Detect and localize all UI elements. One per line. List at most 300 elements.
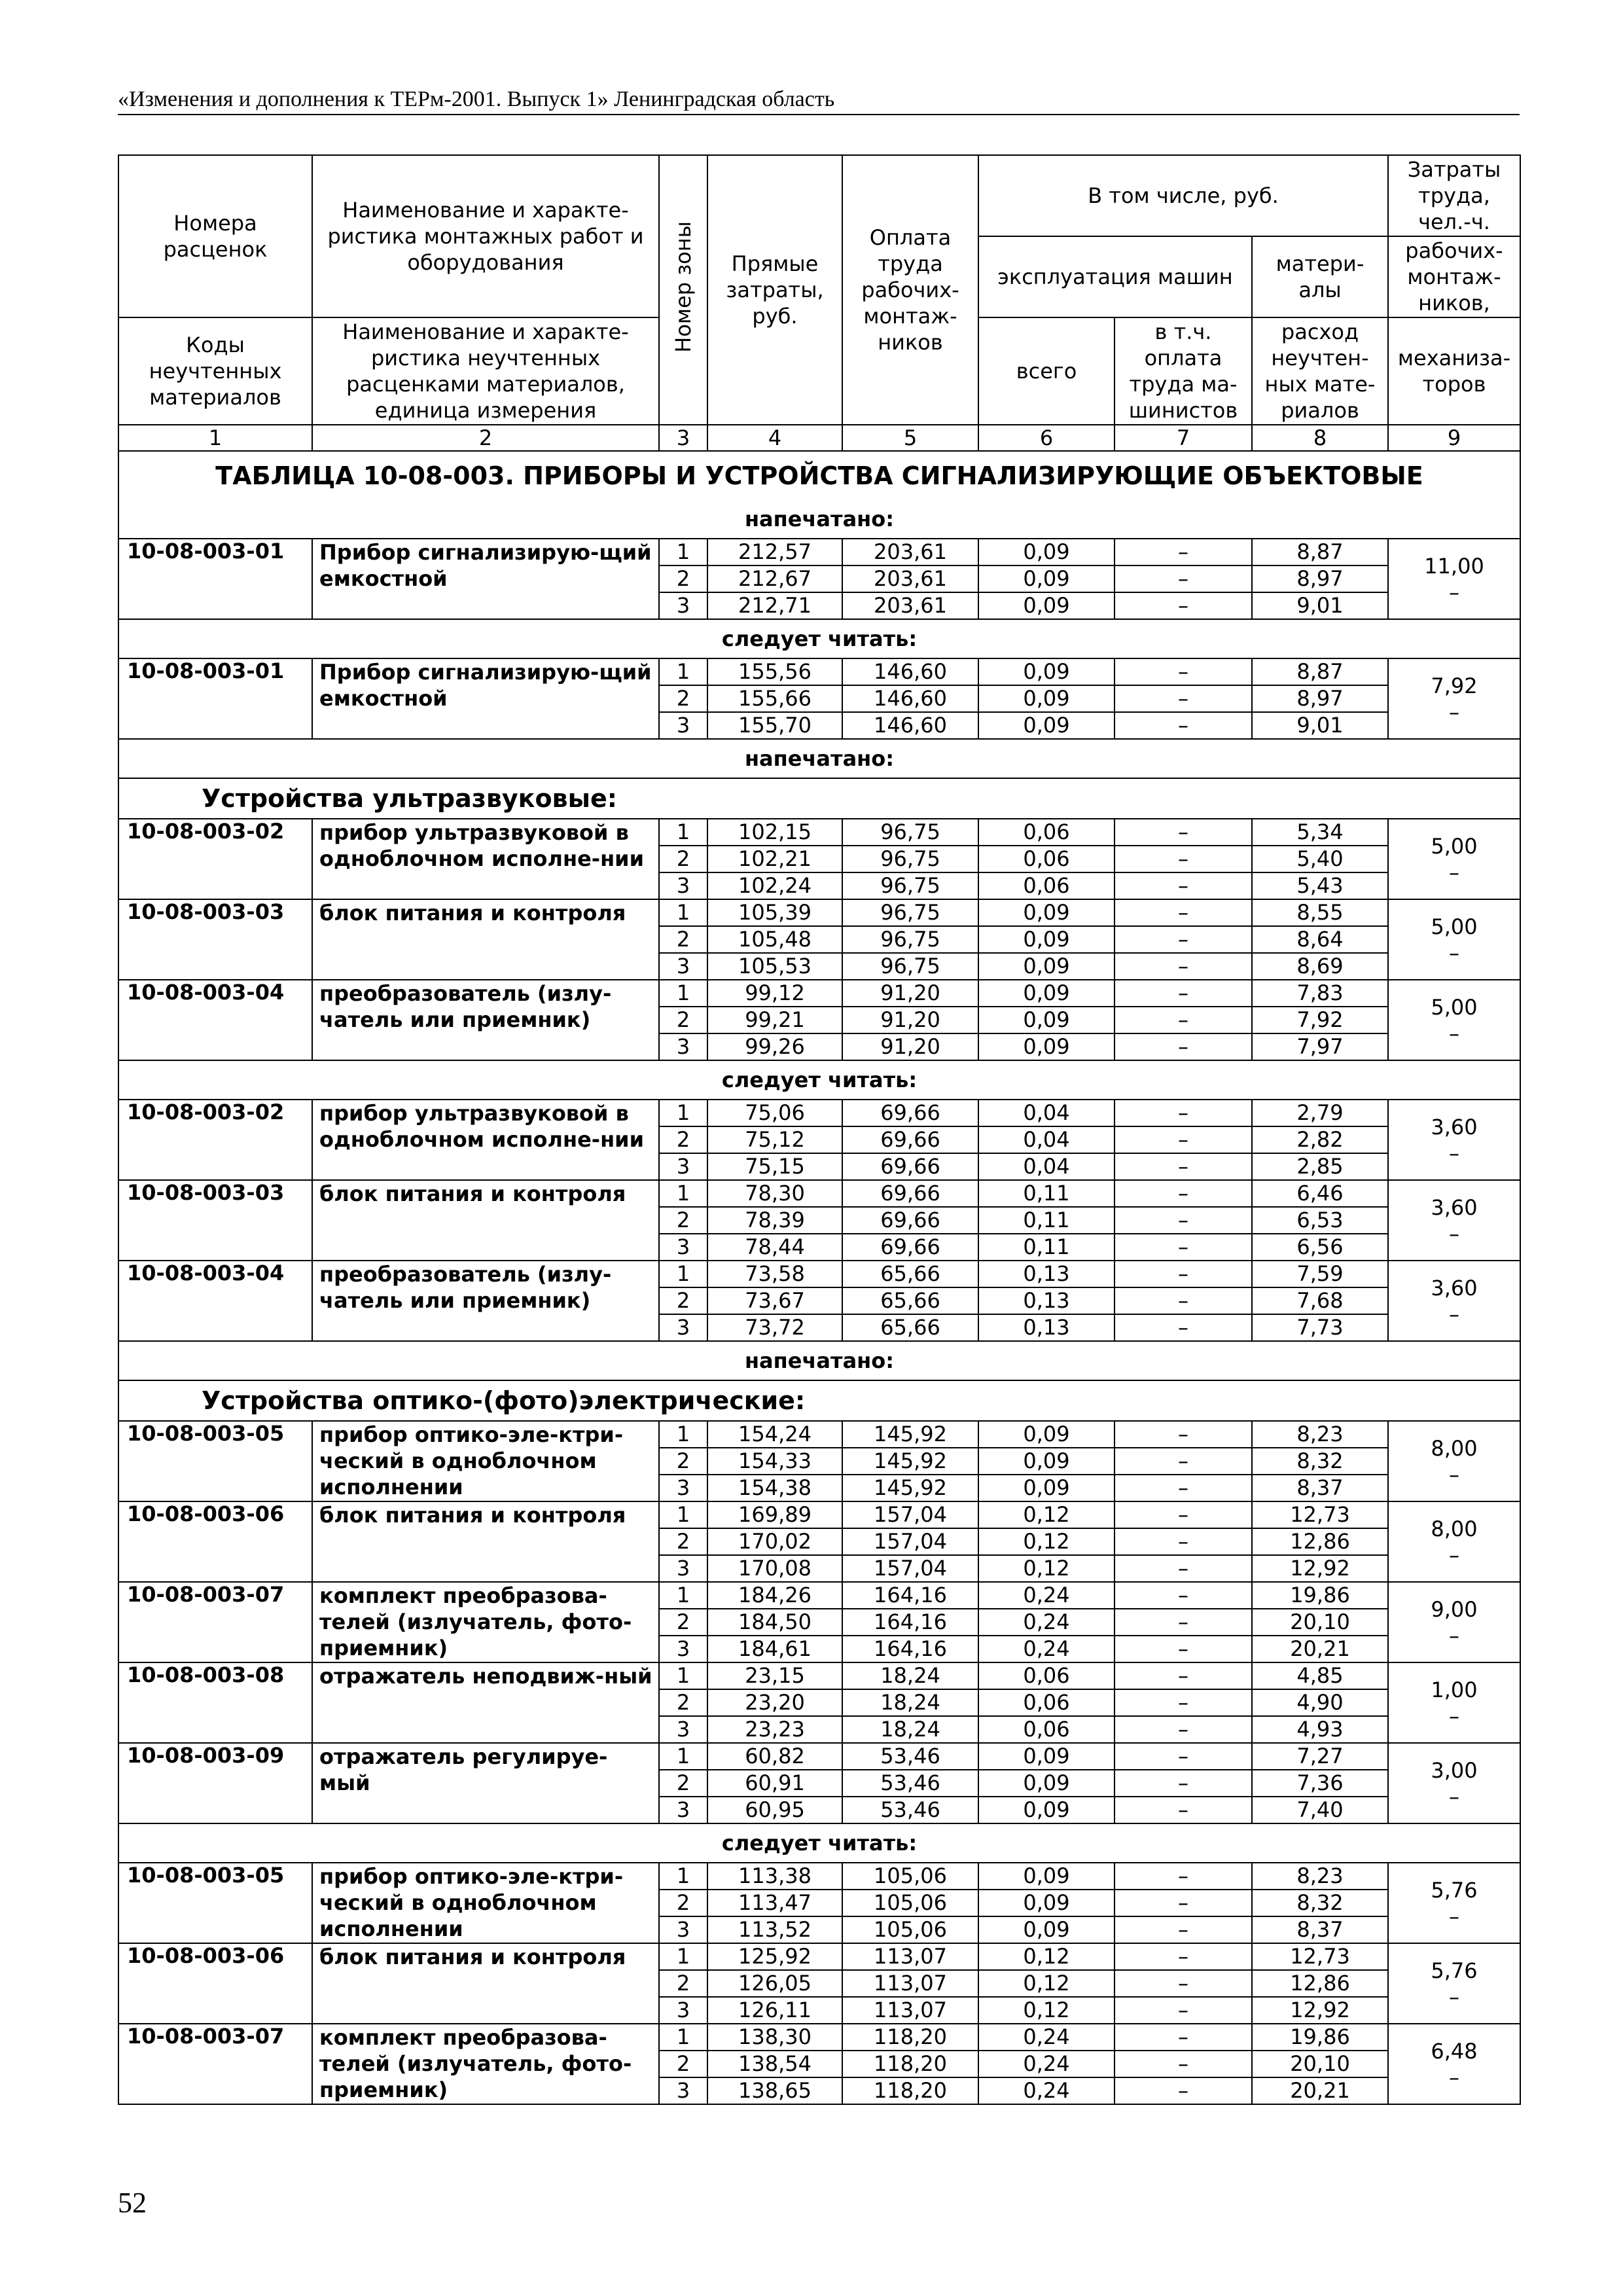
section-heading: Устройства оптико-(фото)электрические: — [118, 1380, 1520, 1421]
labor-workers: 8,00 — [1431, 1516, 1478, 1541]
labor-pay: 69,66 — [842, 1153, 978, 1180]
machines-total: 0,13 — [978, 1261, 1115, 1287]
zone-number: 1 — [659, 1863, 707, 1890]
machinists-pay: – — [1115, 1126, 1252, 1153]
labor-pay: 18,24 — [842, 1662, 978, 1689]
zone-number: 1 — [659, 1582, 707, 1609]
labor-workers: 5,76 — [1431, 1877, 1478, 1903]
direct-costs: 23,15 — [707, 1662, 842, 1689]
machines-total: 0,09 — [978, 712, 1115, 739]
labor-costs — [1388, 1743, 1520, 1823]
machinists-pay: – — [1115, 1997, 1252, 2024]
labor-pay: 105,06 — [842, 1890, 978, 1916]
machines-total: 0,09 — [978, 565, 1115, 592]
labor-pay: 53,46 — [842, 1743, 978, 1770]
machinists-pay: – — [1115, 1555, 1252, 1582]
labor-machinists: – — [1449, 859, 1459, 885]
labor-pay: 157,04 — [842, 1501, 978, 1528]
zone-number: 2 — [659, 2051, 707, 2077]
table-row — [118, 899, 1520, 926]
materials: 20,21 — [1252, 1636, 1388, 1662]
zone-number: 1 — [659, 658, 707, 685]
labor-pay: 65,66 — [842, 1314, 978, 1341]
machines-total: 0,06 — [978, 872, 1115, 899]
direct-costs: 184,50 — [707, 1609, 842, 1636]
table-header — [118, 155, 1520, 451]
machinists-pay: – — [1115, 2024, 1252, 2051]
labor-pay: 157,04 — [842, 1555, 978, 1582]
zone-number: 1 — [659, 1743, 707, 1770]
column-number: 6 — [978, 425, 1115, 451]
materials: 7,68 — [1252, 1287, 1388, 1314]
materials: 2,82 — [1252, 1126, 1388, 1153]
table-row — [118, 1501, 1520, 1528]
table-row — [118, 2024, 1520, 2051]
label-row — [118, 619, 1520, 658]
zone-number: 2 — [659, 1126, 707, 1153]
labor-machinists: – — [1449, 1703, 1459, 1729]
machines-total: 0,04 — [978, 1153, 1115, 1180]
item-name: отражатель неподвиж-ный — [312, 1662, 659, 1743]
labor-machinists: – — [1449, 1020, 1459, 1046]
labor-machinists: – — [1449, 1301, 1459, 1327]
unaccounted-materials-header: расход неучтен-ных мате-риалов — [1252, 317, 1388, 425]
direct-costs: 99,21 — [707, 1007, 842, 1033]
item-name: комплект преобразова-телей (излучатель, фото-приемник) — [312, 1582, 659, 1662]
rate-code: 10-08-003-04 — [118, 1261, 312, 1341]
labor-pay: 96,75 — [842, 819, 978, 846]
labor-pay-header: Оплата труда рабочих-монтаж-ников — [842, 155, 978, 425]
zone-number: 2 — [659, 846, 707, 872]
zone-number: 3 — [659, 872, 707, 899]
section-label: следует читать: — [118, 1060, 1520, 1100]
table-row — [118, 539, 1520, 565]
zone-number: 1 — [659, 1943, 707, 1970]
machines-total: 0,12 — [978, 1528, 1115, 1555]
label-row — [118, 1341, 1520, 1380]
materials: 6,56 — [1252, 1234, 1388, 1261]
label-row — [118, 1823, 1520, 1863]
item-name: прибор оптико-эле-ктри-ческий в одноблочном исполнении — [312, 1421, 659, 1501]
materials: 8,55 — [1252, 899, 1388, 926]
labor-machinists: – — [1449, 1623, 1459, 1648]
labor-pay: 145,92 — [842, 1448, 978, 1475]
page-number: 52 — [118, 2187, 147, 2219]
machines-total: 0,04 — [978, 1126, 1115, 1153]
zone-number: 3 — [659, 953, 707, 980]
zone-number: 2 — [659, 1609, 707, 1636]
labor-machinists: – — [1449, 1140, 1459, 1166]
direct-costs: 73,67 — [707, 1287, 842, 1314]
table-row — [118, 1582, 1520, 1609]
labor-pay: 203,61 — [842, 539, 978, 565]
labor-pay: 69,66 — [842, 1207, 978, 1234]
rate-code: 10-08-003-04 — [118, 980, 312, 1060]
labor-workers: 5,00 — [1431, 914, 1478, 939]
item-name: Прибор сигнализирую-щий емкостной — [312, 539, 659, 619]
labor-machinists: – — [1449, 1462, 1459, 1487]
machinists-pay: – — [1115, 1863, 1252, 1890]
section-row — [118, 778, 1520, 819]
direct-costs: 105,39 — [707, 899, 842, 926]
table-row — [118, 1100, 1520, 1126]
zone-number: 1 — [659, 1180, 707, 1207]
machines-total: 0,13 — [978, 1314, 1115, 1341]
including-header: В том числе, руб. — [978, 155, 1388, 236]
zone-number: 3 — [659, 1033, 707, 1060]
labor-machinists: – — [1449, 579, 1459, 605]
table-row — [118, 1662, 1520, 1689]
materials: 8,69 — [1252, 953, 1388, 980]
machines-total: 0,13 — [978, 1287, 1115, 1314]
table-body — [118, 451, 1520, 2104]
machines-total: 0,09 — [978, 1890, 1115, 1916]
machinists-pay: – — [1115, 1234, 1252, 1261]
rate-code: 10-08-003-07 — [118, 2024, 312, 2104]
direct-costs: 23,20 — [707, 1689, 842, 1716]
machinists-pay: – — [1115, 658, 1252, 685]
direct-costs: 155,66 — [707, 685, 842, 712]
machinists-pay: – — [1115, 1033, 1252, 1060]
zone-number: 3 — [659, 592, 707, 619]
labor-pay: 18,24 — [842, 1716, 978, 1743]
item-name: блок питания и контроля — [312, 1180, 659, 1261]
section-label: напечатано: — [118, 739, 1520, 778]
rate-code: 10-08-003-03 — [118, 1180, 312, 1261]
direct-costs: 105,53 — [707, 953, 842, 980]
direct-costs: 138,30 — [707, 2024, 842, 2051]
materials: 7,97 — [1252, 1033, 1388, 1060]
machinists-pay: – — [1115, 1287, 1252, 1314]
item-name: преобразователь (излу-чатель или приемник) — [312, 1261, 659, 1341]
labor-pay: 96,75 — [842, 926, 978, 953]
machines-total: 0,09 — [978, 899, 1115, 926]
labor-costs — [1388, 1582, 1520, 1662]
zone-number: 3 — [659, 1716, 707, 1743]
labor-pay: 91,20 — [842, 1033, 978, 1060]
machinists-pay: – — [1115, 1007, 1252, 1033]
labor-costs — [1388, 1501, 1520, 1582]
column-number: 3 — [659, 425, 707, 451]
machines-total: 0,11 — [978, 1180, 1115, 1207]
machinists-pay: – — [1115, 2077, 1252, 2104]
workers-header: рабочих-монтаж-ников, — [1388, 236, 1520, 317]
labor-workers: 5,76 — [1431, 1958, 1478, 1983]
section-label: следует читать: — [118, 619, 1520, 658]
machinists-pay: – — [1115, 980, 1252, 1007]
labor-pay: 164,16 — [842, 1609, 978, 1636]
machinists-pay: – — [1115, 592, 1252, 619]
labor-pay: 96,75 — [842, 846, 978, 872]
machinists-pay: – — [1115, 1180, 1252, 1207]
direct-costs: 155,56 — [707, 658, 842, 685]
machinists-pay: – — [1115, 1582, 1252, 1609]
machines-total: 0,24 — [978, 2077, 1115, 2104]
section-label: следует читать: — [118, 1823, 1520, 1863]
machinists-pay: – — [1115, 1448, 1252, 1475]
machinists-pay: – — [1115, 1501, 1252, 1528]
item-name: Прибор сигнализирую-щий емкостной — [312, 658, 659, 739]
column-number: 2 — [312, 425, 659, 451]
labor-machinists: – — [1449, 940, 1459, 965]
direct-costs: 113,52 — [707, 1916, 842, 1943]
materials: 8,97 — [1252, 685, 1388, 712]
machinists-pay: – — [1115, 1916, 1252, 1943]
labor-workers: 7,92 — [1431, 673, 1478, 698]
zone-number: 3 — [659, 1555, 707, 1582]
materials: 8,23 — [1252, 1421, 1388, 1448]
machines-total: 0,12 — [978, 1997, 1115, 2024]
labor-pay: 91,20 — [842, 1007, 978, 1033]
materials: 12,86 — [1252, 1528, 1388, 1555]
direct-costs: 212,57 — [707, 539, 842, 565]
materials: 8,87 — [1252, 539, 1388, 565]
machinists-pay: – — [1115, 1716, 1252, 1743]
labor-machinists: – — [1449, 1221, 1459, 1246]
direct-costs: 105,48 — [707, 926, 842, 953]
machines-total: 0,06 — [978, 1716, 1115, 1743]
labor-pay: 146,60 — [842, 658, 978, 685]
machinists-pay: – — [1115, 846, 1252, 872]
zone-number: 2 — [659, 1689, 707, 1716]
rate-code: 10-08-003-05 — [118, 1421, 312, 1501]
labor-pay: 69,66 — [842, 1180, 978, 1207]
materials: 8,32 — [1252, 1890, 1388, 1916]
rate-code: 10-08-003-01 — [118, 539, 312, 619]
machinists-pay: – — [1115, 819, 1252, 846]
machinists-pay: – — [1115, 1528, 1252, 1555]
machinists-pay: – — [1115, 1662, 1252, 1689]
section-row — [118, 1380, 1520, 1421]
labor-pay: 113,07 — [842, 1997, 978, 2024]
direct-costs: 184,61 — [707, 1636, 842, 1662]
column-number: 4 — [707, 425, 842, 451]
rates-table — [118, 154, 1521, 2105]
item-name: прибор ультразвуковой в одноблочном исполне-нии — [312, 819, 659, 899]
zone-number: 1 — [659, 899, 707, 926]
machines-total: 0,09 — [978, 980, 1115, 1007]
materials: 4,90 — [1252, 1689, 1388, 1716]
direct-costs: 102,24 — [707, 872, 842, 899]
zone-number: 3 — [659, 1314, 707, 1341]
direct-costs: 75,12 — [707, 1126, 842, 1153]
materials: 8,97 — [1252, 565, 1388, 592]
machines-total: 0,09 — [978, 592, 1115, 619]
machines-total: 0,12 — [978, 1943, 1115, 1970]
machines-total-header: всего — [978, 317, 1115, 425]
zone-number: 2 — [659, 1970, 707, 1997]
materials: 12,73 — [1252, 1501, 1388, 1528]
section-label: напечатано: — [118, 1341, 1520, 1380]
materials: 7,36 — [1252, 1770, 1388, 1797]
labor-workers: 11,00 — [1424, 553, 1484, 579]
item-name: прибор оптико-эле-ктри-ческий в одноблочном исполнении — [312, 1863, 659, 1943]
machines-total: 0,24 — [978, 1582, 1115, 1609]
zone-header-text: Номер зоны — [671, 221, 696, 353]
materials: 9,01 — [1252, 712, 1388, 739]
zone-number: 3 — [659, 1916, 707, 1943]
materials: 6,46 — [1252, 1180, 1388, 1207]
labor-workers: 3,60 — [1431, 1275, 1478, 1300]
materials: 8,64 — [1252, 926, 1388, 953]
zone-number: 2 — [659, 685, 707, 712]
table-row — [118, 1863, 1520, 1890]
direct-costs: 155,70 — [707, 712, 842, 739]
zone-number: 1 — [659, 1501, 707, 1528]
rate-code: 10-08-003-02 — [118, 819, 312, 899]
direct-costs: 102,21 — [707, 846, 842, 872]
machines-total: 0,09 — [978, 1033, 1115, 1060]
direct-costs: 99,26 — [707, 1033, 842, 1060]
materials: 4,85 — [1252, 1662, 1388, 1689]
materials: 8,37 — [1252, 1475, 1388, 1501]
direct-costs-header: Прямые затраты, руб. — [707, 155, 842, 425]
labor-pay: 96,75 — [842, 953, 978, 980]
zone-number: 3 — [659, 712, 707, 739]
column-number: 7 — [1115, 425, 1252, 451]
labor-machinists: – — [1449, 1784, 1459, 1809]
labor-machinists: – — [1449, 1903, 1459, 1929]
machines-total: 0,12 — [978, 1555, 1115, 1582]
materials: 19,86 — [1252, 2024, 1388, 2051]
rate-code: 10-08-003-05 — [118, 1863, 312, 1943]
direct-costs: 99,12 — [707, 980, 842, 1007]
materials: 4,93 — [1252, 1716, 1388, 1743]
labor-pay: 164,16 — [842, 1636, 978, 1662]
labor-pay: 53,46 — [842, 1770, 978, 1797]
labor-pay: 53,46 — [842, 1797, 978, 1823]
rate-code: 10-08-003-01 — [118, 658, 312, 739]
direct-costs: 170,02 — [707, 1528, 842, 1555]
zone-number: 3 — [659, 1234, 707, 1261]
labor-pay: 118,20 — [842, 2077, 978, 2104]
labor-costs — [1388, 1421, 1520, 1501]
labor-pay: 146,60 — [842, 685, 978, 712]
machines-total: 0,09 — [978, 539, 1115, 565]
table-title: ТАБЛИЦА 10-08-003. ПРИБОРЫ И УСТРОЙСТВА СИГНАЛИЗИРУЮЩИЕ ОБЪЕКТОВЫЕ — [118, 451, 1520, 500]
machines-total: 0,06 — [978, 819, 1115, 846]
machines-total: 0,09 — [978, 658, 1115, 685]
labor-workers: 8,00 — [1431, 1435, 1478, 1461]
labor-costs — [1388, 539, 1520, 619]
machines-total: 0,12 — [978, 1501, 1115, 1528]
materials: 2,79 — [1252, 1100, 1388, 1126]
labor-pay: 96,75 — [842, 872, 978, 899]
direct-costs: 125,92 — [707, 1943, 842, 1970]
materials: 12,73 — [1252, 1943, 1388, 1970]
zone-number: 1 — [659, 1662, 707, 1689]
labor-costs — [1388, 1180, 1520, 1261]
direct-costs: 60,91 — [707, 1770, 842, 1797]
labor-costs — [1388, 980, 1520, 1060]
labor-pay: 65,66 — [842, 1287, 978, 1314]
section-label: напечатано: — [118, 500, 1520, 539]
machines-header: эксплуатация машин — [978, 236, 1252, 317]
labor-workers: 3,60 — [1431, 1194, 1478, 1220]
direct-costs: 154,33 — [707, 1448, 842, 1475]
labor-pay: 157,04 — [842, 1528, 978, 1555]
materials: 5,40 — [1252, 846, 1388, 872]
column-number: 1 — [118, 425, 312, 451]
direct-costs: 78,39 — [707, 1207, 842, 1234]
direct-costs: 78,44 — [707, 1234, 842, 1261]
machinists-pay: – — [1115, 1475, 1252, 1501]
zone-number: 1 — [659, 2024, 707, 2051]
item-name: комплект преобразова-телей (излучатель, фото-приемник) — [312, 2024, 659, 2104]
machinists-pay: – — [1115, 926, 1252, 953]
labor-pay: 146,60 — [842, 712, 978, 739]
labor-workers: 6,48 — [1431, 2038, 1478, 2064]
table-row — [118, 980, 1520, 1007]
machinists-pay: – — [1115, 2051, 1252, 2077]
machinists-pay: – — [1115, 1100, 1252, 1126]
machinists-pay: – — [1115, 899, 1252, 926]
machines-total: 0,09 — [978, 1797, 1115, 1823]
machinists-pay: – — [1115, 1689, 1252, 1716]
rates-table-wrapper — [118, 154, 1520, 2105]
machinists-pay: – — [1115, 1970, 1252, 1997]
machinists-pay: – — [1115, 872, 1252, 899]
direct-costs: 126,05 — [707, 1970, 842, 1997]
col2-bottom-header: Наименование и характе-ристика неучтенных расценками материалов, единица измерения — [312, 317, 659, 425]
labor-machinists: – — [1449, 699, 1459, 725]
materials: 20,10 — [1252, 2051, 1388, 2077]
labor-costs — [1388, 1863, 1520, 1943]
labor-pay: 203,61 — [842, 565, 978, 592]
direct-costs: 60,95 — [707, 1797, 842, 1823]
table-row — [118, 1180, 1520, 1207]
direct-costs: 212,71 — [707, 592, 842, 619]
zone-number: 1 — [659, 819, 707, 846]
materials: 7,92 — [1252, 1007, 1388, 1033]
item-name: преобразователь (излу-чатель или приемник) — [312, 980, 659, 1060]
materials: 8,87 — [1252, 658, 1388, 685]
zone-number: 2 — [659, 565, 707, 592]
direct-costs: 73,58 — [707, 1261, 842, 1287]
machines-total: 0,04 — [978, 1100, 1115, 1126]
machines-total: 0,12 — [978, 1970, 1115, 1997]
labor-pay: 65,66 — [842, 1261, 978, 1287]
materials: 7,40 — [1252, 1797, 1388, 1823]
labor-pay: 18,24 — [842, 1689, 978, 1716]
machines-total: 0,09 — [978, 1916, 1115, 1943]
materials: 12,92 — [1252, 1555, 1388, 1582]
labor-workers: 5,00 — [1431, 833, 1478, 859]
rate-code: 10-08-003-09 — [118, 1743, 312, 1823]
zone-number: 2 — [659, 1770, 707, 1797]
table-row — [118, 1943, 1520, 1970]
direct-costs: 169,89 — [707, 1501, 842, 1528]
machinists-pay: – — [1115, 685, 1252, 712]
labor-pay: 69,66 — [842, 1100, 978, 1126]
zone-number: 3 — [659, 1475, 707, 1501]
labor-costs — [1388, 1100, 1520, 1180]
labor-costs — [1388, 819, 1520, 899]
labor-workers: 3,60 — [1431, 1114, 1478, 1139]
machinists-pay: – — [1115, 1797, 1252, 1823]
direct-costs: 102,15 — [707, 819, 842, 846]
machinists-pay: – — [1115, 1636, 1252, 1662]
labor-costs-header: Затраты труда, чел.-ч. — [1388, 155, 1520, 236]
machinists-pay: – — [1115, 712, 1252, 739]
zone-number: 2 — [659, 1287, 707, 1314]
materials: 2,85 — [1252, 1153, 1388, 1180]
direct-costs: 23,23 — [707, 1716, 842, 1743]
labor-pay: 91,20 — [842, 980, 978, 1007]
machinists-pay: – — [1115, 565, 1252, 592]
table-row — [118, 819, 1520, 846]
materials: 19,86 — [1252, 1582, 1388, 1609]
